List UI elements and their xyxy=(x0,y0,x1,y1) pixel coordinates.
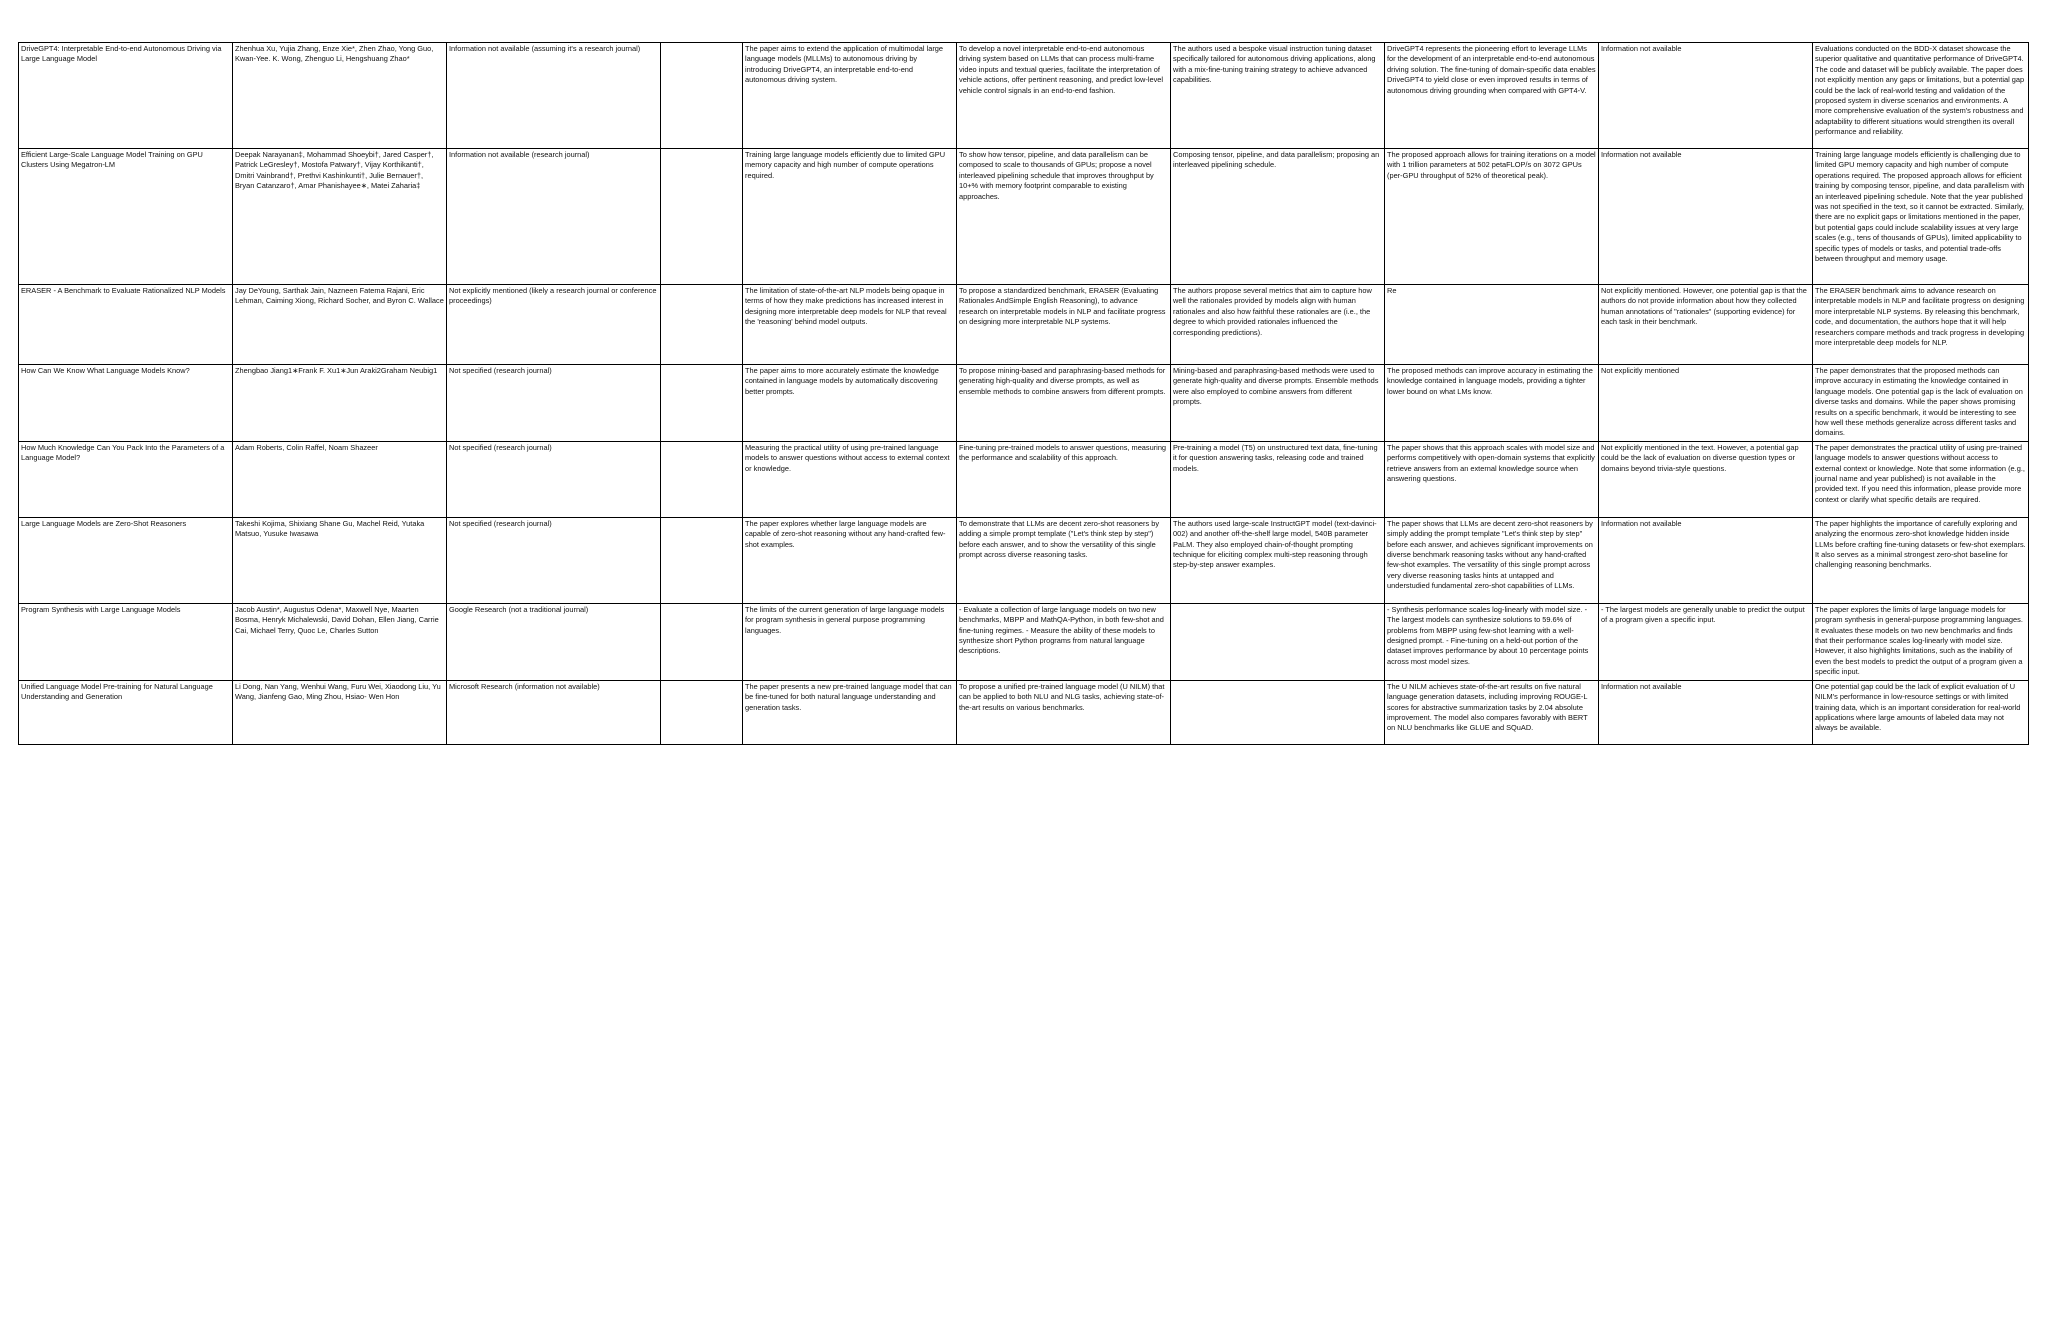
cell-title[interactable]: ERASER - A Benchmark to Evaluate Rationalized NLP Models xyxy=(19,285,233,365)
table-row xyxy=(19,43,2029,149)
cell-venue[interactable]: Information not available (research journal) xyxy=(447,149,661,285)
cell-summary[interactable]: Training large language models efficiently is challenging due to limited GPU memory capacity and high number of compute operations required. The proposed approach allows for efficient training by composing tensor, pipeline, and data parallelism with an interleaved pipelining schedule. Note that the year published was not specified in the text, so it cannot be extracted. Similarly, there are no explicit gaps or limitations mentioned in the paper, but potential gaps could include scalability issues at very large scales (e.g., tens of thousands of GPUs), limited applicability to specific types of models or tasks, and potential trade-offs between throughput and memory usage. xyxy=(1813,149,2029,285)
cell-summary[interactable]: One potential gap could be the lack of explicit evaluation of U NILM's performance in low-resource settings or with limited training data, which is an important consideration for real-world applications where large amounts of labeled data may not always be available. xyxy=(1813,680,2029,744)
cell-methods[interactable]: Composing tensor, pipeline, and data parallelism; proposing an interleaved pipelining schedule. xyxy=(1171,149,1385,285)
cell-results[interactable]: The paper shows that LLMs are decent zero-shot reasoners by simply adding the prompt template "Let's think step by step" before each answer, and achieves significant improvements on diverse benchmark reasoning tasks without any hand-crafted few-shot examples. The versatility of this single prompt across very diverse reasoning tasks hints at untapped and understudied fundamental zero-shot capabilities of LLMs. xyxy=(1385,517,1599,603)
cell-methods[interactable]: The authors used a bespoke visual instruction tuning dataset specifically tailored for autonomous driving applications, along with a mix-fine-tuning training strategy to achieve advanced capabilities. xyxy=(1171,43,1385,149)
cell-problem[interactable]: Measuring the practical utility of using pre-trained language models to answer questions without access to external context or knowledge. xyxy=(743,441,957,517)
cell-problem[interactable]: The paper explores whether large language models are capable of zero-shot reasoning without any hand-crafted few-shot examples. xyxy=(743,517,957,603)
cell-results[interactable]: Re xyxy=(1385,285,1599,365)
cell-objective[interactable]: To demonstrate that LLMs are decent zero-shot reasoners by adding a simple prompt template ("Let's think step by step") before each answer, and to show the versatility of this single prompt across diverse reasoning tasks. xyxy=(957,517,1171,603)
cell-limitations[interactable]: - The largest models are generally unable to predict the output of a program given a specific input. xyxy=(1599,603,1813,680)
papers-table xyxy=(18,42,2029,745)
cell-authors[interactable]: Deepak Narayanan‡, Mohammad Shoeybi†, Jared Casper†, Patrick LeGresley†, Mostofa Patwary†, Vijay Korthikanti†, Dmitri Vainbrand†, Prethvi Kashinkunti†, Julie Bernauer†, Bryan Catanzaro†, Amar Phanishayee∗, Matei Zaharia‡ xyxy=(233,149,447,285)
cell-results[interactable]: DriveGPT4 represents the pioneering effort to leverage LLMs for the development of an interpretable end-to-end autonomous driving solution. The fine-tuning of domain-specific data enables DriveGPT4 to yield close or even improved results in terms of autonomous driving grounding when compared with GPT4-V. xyxy=(1385,43,1599,149)
cell-blank[interactable] xyxy=(661,43,743,149)
cell-venue[interactable]: Not specified (research journal) xyxy=(447,365,661,442)
table-row xyxy=(19,285,2029,365)
cell-results[interactable]: The paper shows that this approach scales with model size and performs competitively with open-domain systems that explicitly retrieve answers from an external knowledge source when answering questions. xyxy=(1385,441,1599,517)
cell-results[interactable]: The proposed methods can improve accuracy in estimating the knowledge contained in language models, providing a tighter lower bound on what LMs know. xyxy=(1385,365,1599,442)
cell-blank[interactable] xyxy=(661,149,743,285)
cell-title[interactable]: Program Synthesis with Large Language Models xyxy=(19,603,233,680)
cell-methods[interactable]: Pre-training a model (T5) on unstructured text data, fine-tuning it for question answering tasks, releasing code and trained models. xyxy=(1171,441,1385,517)
cell-objective[interactable]: Fine-tuning pre-trained models to answer questions, measuring the performance and scalability of this approach. xyxy=(957,441,1171,517)
cell-authors[interactable]: Takeshi Kojima, Shixiang Shane Gu, Machel Reid, Yutaka Matsuo, Yusuke Iwasawa xyxy=(233,517,447,603)
cell-objective[interactable]: To develop a novel interpretable end-to-end autonomous driving system based on LLMs that can process multi-frame video inputs and textual queries, facilitate the interpretation of vehicle actions, offer pertinent reasoning, and predict low-level vehicle control signals in an end-to-end fashion. xyxy=(957,43,1171,149)
cell-problem[interactable]: The limits of the current generation of large language models for program synthesis in general purpose programming languages. xyxy=(743,603,957,680)
cell-blank[interactable] xyxy=(661,365,743,442)
cell-authors[interactable]: Adam Roberts, Colin Raffel, Noam Shazeer xyxy=(233,441,447,517)
cell-methods[interactable] xyxy=(1171,603,1385,680)
spreadsheet-sheet xyxy=(18,42,2028,745)
cell-limitations[interactable]: Not explicitly mentioned in the text. However, a potential gap could be the lack of evaluation on diverse question types or domains beyond trivia-style questions. xyxy=(1599,441,1813,517)
cell-objective[interactable]: To propose a unified pre-trained language model (U NILM) that can be applied to both NLU and NLG tasks, achieving state-of-the-art results on various benchmarks. xyxy=(957,680,1171,744)
cell-venue[interactable]: Not specified (research journal) xyxy=(447,441,661,517)
cell-authors[interactable]: Zhenhua Xu, Yujia Zhang, Enze Xie*, Zhen Zhao, Yong Guo, Kwan-Yee. K. Wong, Zhenguo Li, Hengshuang Zhao* xyxy=(233,43,447,149)
cell-summary[interactable]: The paper explores the limits of large language models for program synthesis in general-purpose programming languages. It evaluates these models on two new benchmarks and finds that their performance scales log-linearly with model size. However, it also highlights limitations, such as the inability of even the best models to predict the output of a program given a specific input. xyxy=(1813,603,2029,680)
cell-venue[interactable]: Not explicitly mentioned (likely a research journal or conference proceedings) xyxy=(447,285,661,365)
cell-limitations[interactable]: Information not available xyxy=(1599,680,1813,744)
cell-venue[interactable]: Information not available (assuming it's a research journal) xyxy=(447,43,661,149)
cell-title[interactable]: How Can We Know What Language Models Know? xyxy=(19,365,233,442)
cell-objective[interactable]: To propose a standardized benchmark, ERASER (Evaluating Rationales AndSimple English Reasoning), to advance research on interpretable models in NLP and facilitate progress on designing more interpretable NLP systems. xyxy=(957,285,1171,365)
cell-problem[interactable]: The paper presents a new pre-trained language model that can be fine-tuned for both natural language understanding and generation tasks. xyxy=(743,680,957,744)
table-row xyxy=(19,365,2029,442)
cell-title[interactable]: How Much Knowledge Can You Pack Into the Parameters of a Language Model? xyxy=(19,441,233,517)
cell-summary[interactable]: The ERASER benchmark aims to advance research on interpretable models in NLP and facilitate progress on designing more interpretable NLP systems. By releasing this benchmark, code, and documentation, the authors hope that it will help researchers compare methods and track progress in developing more interpretable deep models for NLP. xyxy=(1813,285,2029,365)
cell-limitations[interactable]: Not explicitly mentioned xyxy=(1599,365,1813,442)
cell-limitations[interactable]: Not explicitly mentioned. However, one potential gap is that the authors do not provide information about how they collected human annotations of "rationales" (supporting evidence) for each task in their benchmark. xyxy=(1599,285,1813,365)
cell-venue[interactable]: Google Research (not a traditional journal) xyxy=(447,603,661,680)
cell-title[interactable]: Unified Language Model Pre-training for Natural Language Understanding and Generation xyxy=(19,680,233,744)
table-row xyxy=(19,517,2029,603)
cell-summary[interactable]: Evaluations conducted on the BDD-X dataset showcase the superior qualitative and quantitative performance of DriveGPT4. The code and dataset will be publicly available. The paper does not explicitly mention any gaps or limitations, but a potential gap could be the lack of real-world testing and validation of the proposed system in diverse scenarios and environments. A more comprehensive evaluation of the system's robustness and adaptability to different situations would strengthen its overall performance and reliability. xyxy=(1813,43,2029,149)
cell-authors[interactable]: Li Dong, Nan Yang, Wenhui Wang, Furu Wei, Xiaodong Liu, Yu Wang, Jianfeng Gao, Ming Zhou, Hsiao- Wen Hon xyxy=(233,680,447,744)
cell-methods[interactable]: Mining-based and paraphrasing-based methods were used to generate high-quality and diverse prompts. Ensemble methods were also employed to combine answers from different prompts. xyxy=(1171,365,1385,442)
cell-limitations[interactable]: Information not available xyxy=(1599,149,1813,285)
table-body xyxy=(19,43,2029,745)
cell-problem[interactable]: The paper aims to extend the application of multimodal large language models (MLLMs) to autonomous driving by introducing DriveGPT4, an interpretable end-to-end autonomous driving system. xyxy=(743,43,957,149)
cell-blank[interactable] xyxy=(661,441,743,517)
cell-blank[interactable] xyxy=(661,603,743,680)
cell-blank[interactable] xyxy=(661,517,743,603)
cell-objective[interactable]: - Evaluate a collection of large language models on two new benchmarks, MBPP and MathQA-Python, in both few-shot and fine-tuning regimes. - Measure the ability of these models to synthesize short Python programs from natural language descriptions. xyxy=(957,603,1171,680)
cell-results[interactable]: The U NILM achieves state-of-the-art results on five natural language generation datasets, including improving ROUGE-L scores for abstractive summarization tasks by 2.04 absolute improvement. The model also compares favorably with BERT on NLU benchmarks like GLUE and SQuAD. xyxy=(1385,680,1599,744)
cell-methods[interactable]: The authors used large-scale InstructGPT model (text-davinci-002) and another off-the-shelf large model, 540B parameter PaLM. They also employed chain-of-thought prompting technique for eliciting complex multi-step reasoning through step-by-step answer examples. xyxy=(1171,517,1385,603)
cell-results[interactable]: - Synthesis performance scales log-linearly with model size. - The largest models can synthesize solutions to 59.6% of problems from MBPP using few-shot learning with a well-designed prompt. - Fine-tuning on a held-out portion of the dataset improves performance by about 10 percentage points across most model sizes. xyxy=(1385,603,1599,680)
cell-title[interactable]: Efficient Large-Scale Language Model Training on GPU Clusters Using Megatron-LM xyxy=(19,149,233,285)
cell-authors[interactable]: Jacob Austin*, Augustus Odena*, Maxwell Nye, Maarten Bosma, Henryk Michalewski, David Dohan, Ellen Jiang, Carrie Cai, Michael Terry, Quoc Le, Charles Sutton xyxy=(233,603,447,680)
cell-venue[interactable]: Not specified (research journal) xyxy=(447,517,661,603)
cell-problem[interactable]: The paper aims to more accurately estimate the knowledge contained in language models by automatically discovering better prompts. xyxy=(743,365,957,442)
table-row xyxy=(19,680,2029,744)
table-row xyxy=(19,603,2029,680)
cell-summary[interactable]: The paper demonstrates the practical utility of using pre-trained language models to answer questions without access to external context or knowledge. Note that some information (e.g., journal name and year published) is not available in the provided text. If you need this information, please provide more context or clarify what specific details are required. xyxy=(1813,441,2029,517)
cell-results[interactable]: The proposed approach allows for training iterations on a model with 1 trillion parameters at 502 petaFLOP/s on 3072 GPUs (per-GPU throughput of 52% of theoretical peak). xyxy=(1385,149,1599,285)
cell-blank[interactable] xyxy=(661,285,743,365)
table-row xyxy=(19,149,2029,285)
cell-authors[interactable]: Zhengbao Jiang1∗Frank F. Xu1∗Jun Araki2Graham Neubig1 xyxy=(233,365,447,442)
cell-title[interactable]: Large Language Models are Zero-Shot Reasoners xyxy=(19,517,233,603)
cell-blank[interactable] xyxy=(661,680,743,744)
cell-summary[interactable]: The paper highlights the importance of carefully exploring and analyzing the enormous zero-shot knowledge hidden inside LLMs before crafting fine-tuning datasets or few-shot exemplars. It also serves as a minimal strongest zero-shot baseline for challenging reasoning benchmarks. xyxy=(1813,517,2029,603)
cell-limitations[interactable]: Information not available xyxy=(1599,517,1813,603)
table-row xyxy=(19,441,2029,517)
cell-venue[interactable]: Microsoft Research (information not available) xyxy=(447,680,661,744)
cell-title[interactable]: DriveGPT4: Interpretable End-to-end Autonomous Driving via Large Language Model xyxy=(19,43,233,149)
cell-objective[interactable]: To show how tensor, pipeline, and data parallelism can be composed to scale to thousands of GPUs; propose a novel interleaved pipelining schedule that improves throughput by 10+% with memory footprint comparable to existing approaches. xyxy=(957,149,1171,285)
cell-objective[interactable]: To propose mining-based and paraphrasing-based methods for generating high-quality and diverse prompts, as well as ensemble methods to combine answers from different prompts. xyxy=(957,365,1171,442)
cell-limitations[interactable]: Information not available xyxy=(1599,43,1813,149)
cell-problem[interactable]: The limitation of state-of-the-art NLP models being opaque in terms of how they make predictions has increased interest in designing more interpretable deep models for NLP that reveal the 'reasoning' behind model outputs. xyxy=(743,285,957,365)
cell-methods[interactable]: The authors propose several metrics that aim to capture how well the rationales provided by models align with human rationales and also how faithful these rationales are (i.e., the degree to which provided rationales influenced the corresponding predictions). xyxy=(1171,285,1385,365)
cell-problem[interactable]: Training large language models efficiently due to limited GPU memory capacity and high number of compute operations required. xyxy=(743,149,957,285)
cell-authors[interactable]: Jay DeYoung, Sarthak Jain, Nazneen Fatema Rajani, Eric Lehman, Caiming Xiong, Richard Socher, and Byron C. Wallace xyxy=(233,285,447,365)
cell-methods[interactable] xyxy=(1171,680,1385,744)
cell-summary[interactable]: The paper demonstrates that the proposed methods can improve accuracy in estimating the knowledge contained in language models. One potential gap is the lack of evaluation on diverse tasks and domains. While the paper shows promising results on a specific benchmark, it would be interesting to see how well these methods generalize across different tasks and domains. xyxy=(1813,365,2029,442)
